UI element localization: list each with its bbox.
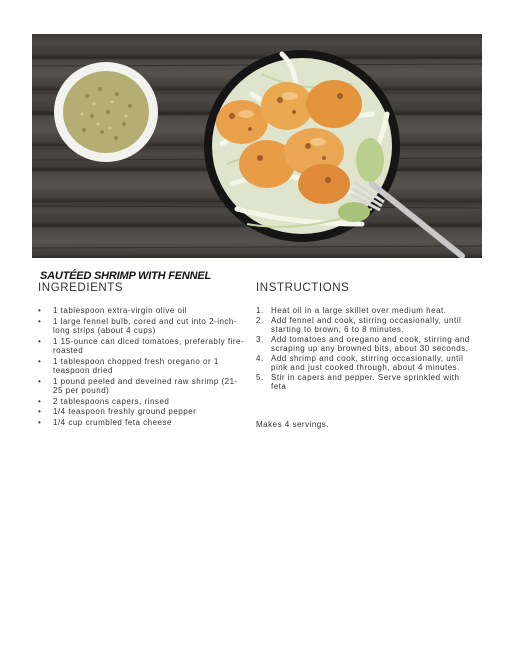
instruction-step (256, 335, 474, 354)
step-number: 1. (256, 306, 264, 315)
ingredient-item: • 1 pound peeled and deveined raw shrimp (21-25 per pound) (38, 377, 246, 396)
ingredient-item: • 1 tablespoon extra-virgin olive oil (38, 306, 246, 316)
ingredient-item: • 1/4 cup crumbled feta cheese (38, 418, 246, 428)
recipe-photo (32, 34, 482, 258)
ingredients-list (38, 306, 246, 428)
shrimp-fennel-dish-image (32, 34, 482, 258)
step-text: Add tomatoes and oregano and cook, stirring and scraping up any browned bits, about 30 seconds. (271, 334, 470, 353)
instruction-step (256, 373, 474, 392)
ingredient-item: • 1/4 teaspoon freshly ground pepper (38, 407, 246, 417)
instruction-step (256, 354, 474, 373)
recipe-title: SAUTÉED SHRIMP WITH FENNEL (40, 270, 212, 282)
ingredient-item: • 1 tablespoon chopped fresh oregano or 1 teaspoon dried (38, 357, 246, 376)
ingredient-item: • 1 large fennel bulb, cored and cut into 2-inch-long strips (about 4 cups) (38, 317, 246, 336)
step-text: Heat oil in a large skillet over medium heat. (271, 306, 447, 315)
ingredient-item: • 2 tablespoons capers, rinsed (38, 397, 246, 407)
instructions-list (256, 306, 474, 392)
step-number: 5. (256, 372, 264, 382)
step-text: Add shrimp and cook, stirring occasionally, until pink and just cooked through, about 4 minutes. (271, 353, 464, 372)
servings-note: Makes 4 servings. (256, 420, 329, 429)
step-number: 2. (256, 315, 264, 325)
ingredient-item: • 1 15-ounce can diced tomatoes, preferably fire-roasted (38, 337, 246, 356)
step-number: 3. (256, 334, 264, 344)
step-number: 4. (256, 353, 264, 363)
serving-bowl (204, 50, 462, 256)
step-text: Add fennel and cook, stirring occasionally, until starting to brown, 6 to 8 minutes. (271, 315, 462, 334)
instructions-heading: INSTRUCTIONS (256, 282, 350, 294)
ingredients-heading: INGREDIENTS (38, 282, 124, 294)
step-text: Stir in capers and pepper. Serve sprinkled with feta (271, 372, 460, 391)
fennel-seed-bowl (54, 62, 158, 162)
instruction-step (256, 316, 474, 335)
instruction-step (256, 306, 474, 316)
